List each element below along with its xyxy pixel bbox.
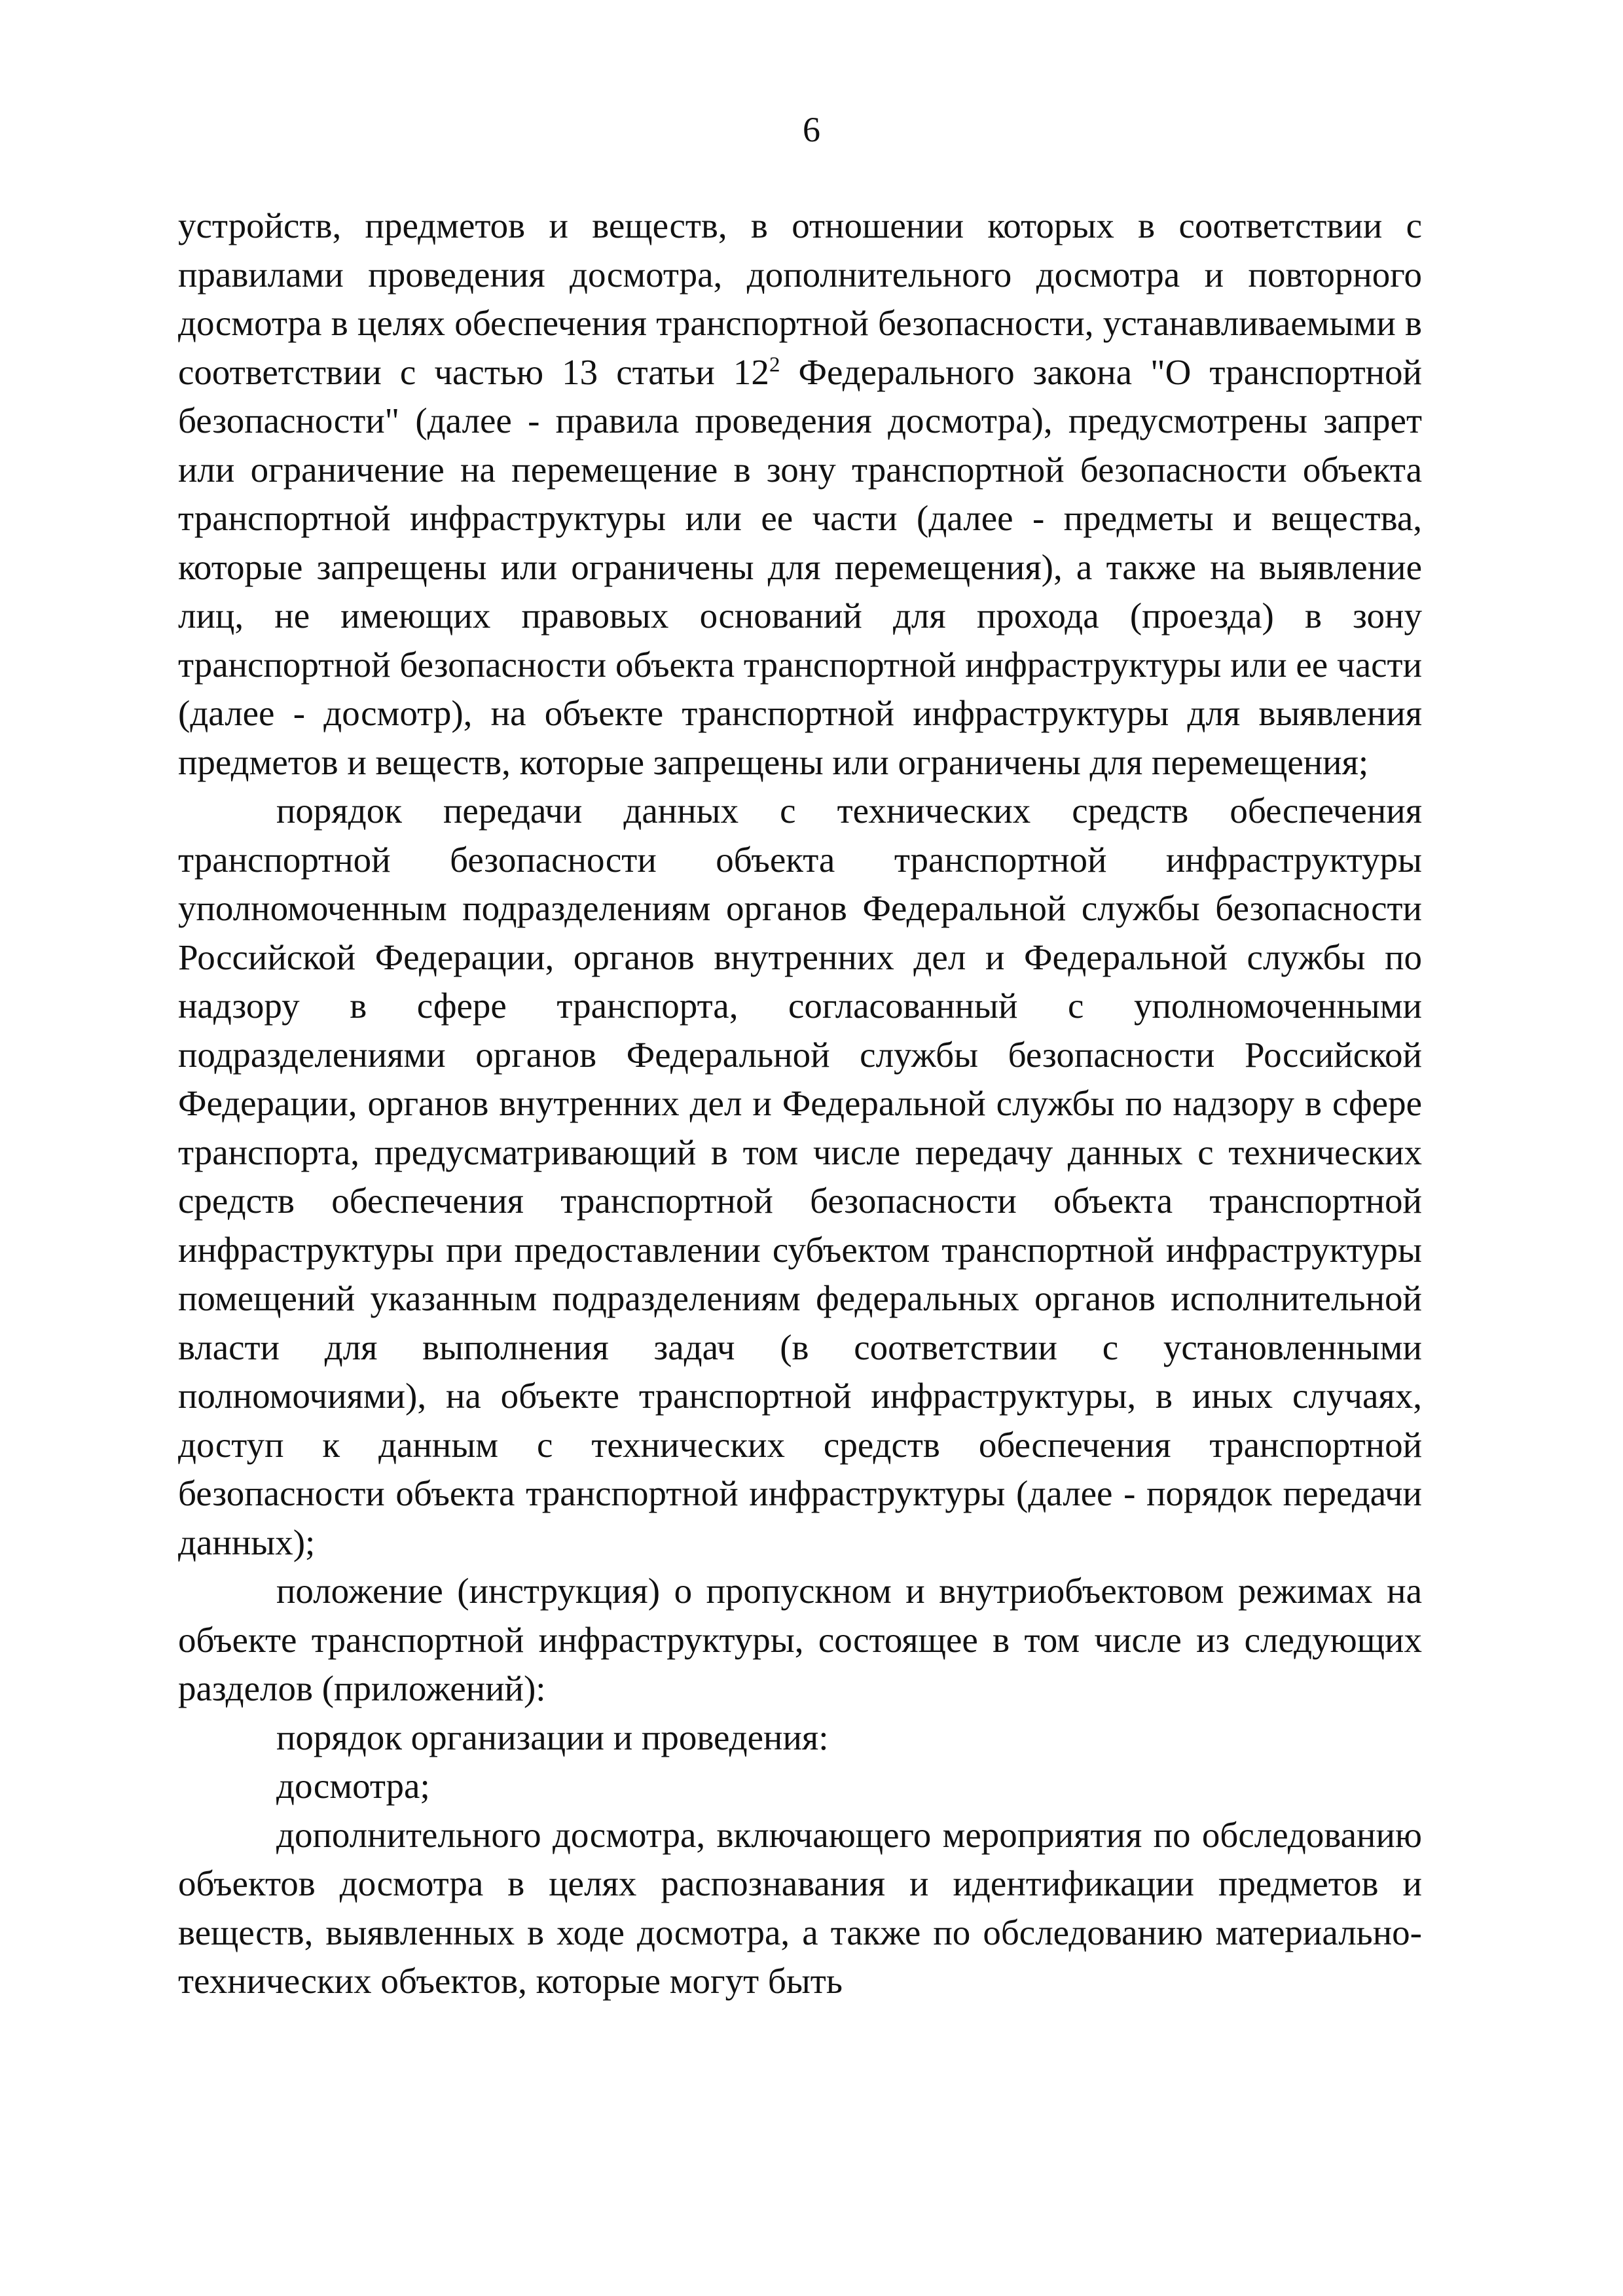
paragraph-3: положение (инструкция) о пропускном и внутриобъектовом режимах на объекте транспортной инфраструктуры, состоящее в том числе из следующих разделов (приложений): (178, 1571, 1422, 1708)
page-number: 6 (803, 110, 820, 149)
paragraph-1-text-a: устройств, предметов и веществ, в отношении которых в соответствии с правилами проведения досмотра, дополнительного досмотра и повторного досмотра в целях обеспечения транспортной безопасности, устанавливаемыми в соответствии с частью 13 статьи 12 (178, 206, 1422, 392)
document-body (178, 202, 1422, 2006)
paragraph-4: порядок организации и проведения: (276, 1717, 829, 1757)
paragraph-2: порядок передачи данных с технических средств обеспечения транспортной безопасности объекта транспортной инфраструктуры уполномоченным подразделениям органов Федеральной службы безопасности Российской Федерации, органов внутренних дел и Федеральной службы по надзору в сфере транспорта, согласованный с уполномоченными подразделениями органов Федеральной службы безопасности Российской Федерации, органов внутренних дел и Федеральной службы по надзору в сфере транспорта, предусматривающий в том числе передачу данных с технических средств обеспечения транспортной безопасности объекта транспортной инфраструктуры при предоставлении субъектом транспортной инфраструктуры помещений указанным подразделениям федеральных органов исполнительной власти для выполнения задач (в соответствии с установленными полномочиями), на объекте транспортной инфраструктуры, в иных случаях, доступ к данным с технических средств обеспечения транспортной безопасности объекта транспортной инфраструктуры (далее - порядок передачи данных); (178, 791, 1422, 1562)
paragraph-5: досмотра; (276, 1766, 430, 1806)
paragraph-1-superscript: 2 (769, 353, 780, 377)
paragraph-1-text-b: Федерального закона "О транспортной безопасности" (далее - правила проведения досмотра), предусмотрены запрет или ограничение на перемещение в зону транспортной безопасности объекта транспортной инфраструктуры или ее части (далее - предметы и вещества, которые запрещены или ограничены для перемещения), а также на выявление лиц, не имеющих правовых оснований для прохода (проезда) в зону транспортной безопасности объекта транспортной инфраструктуры или ее части (далее - досмотр), на объекте транспортной инфраструктуры для выявления предметов и веществ, которые запрещены или ограничены для перемещения; (178, 351, 1422, 782)
paragraph-6: дополнительного досмотра, включающего мероприятия по обследованию объектов досмотра в целях распознавания и идентификации предметов и веществ, выявленных в ходе досмотра, а также по обследованию материально-технических объектов, которые могут быть (178, 1814, 1422, 2001)
paragraph-1 (178, 202, 1422, 787)
